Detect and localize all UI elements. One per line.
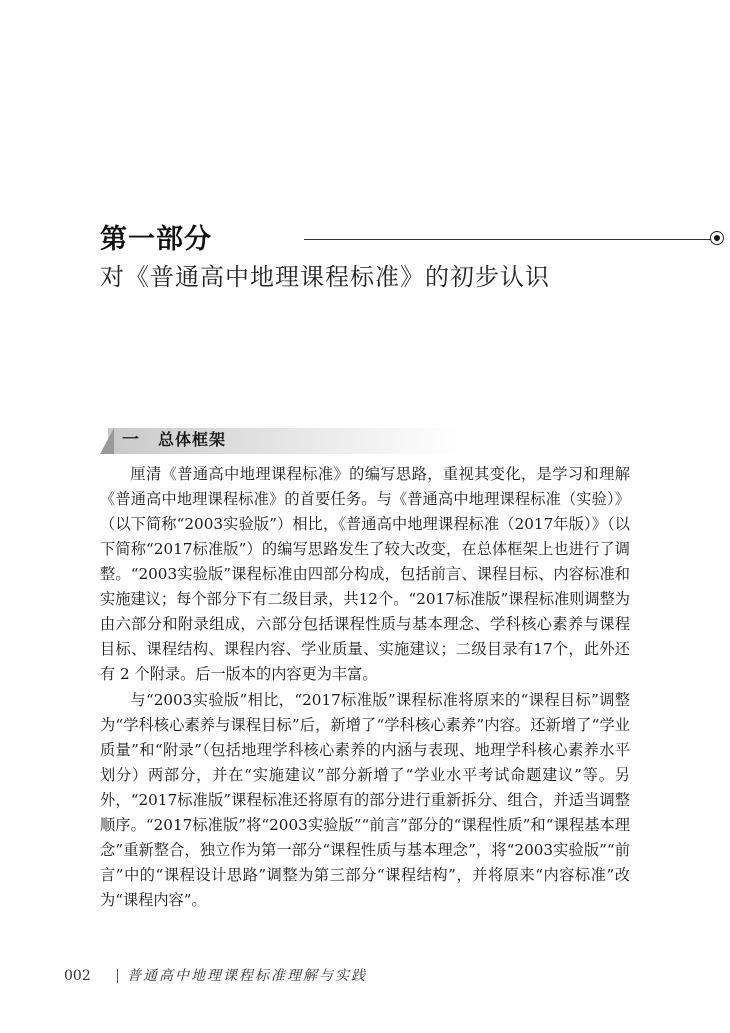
part-label: 第一部分 (100, 224, 212, 255)
paragraph: 与“2003实验版”相比，“2017标准版”课程标准将原来的“课程目标”调整为“学科核心素养与课程目标”后，新增了“学科核心素养”内容。还新增了“学业质量”和“附录”（包括地理学科核心素养的内涵与表现、地理学科核心素养水平划分）两部分，并在“实施建议”部分新增了“学业水平考试命题建议”等。另外，“2017标准版”课程标准还将原有的部分进行重新拆分、组合，并适当调整顺序。“2017标准版”将“2003实验版”“前言”部分的“课程性质”和“课程基本理念”重新整合，独立作为第一部分“课程性质与基本理念”，将“2003实验版”“前言”中的“课程设计思路”调整为第三部分“课程结构”，并将原来“内容标准”改为“课程内容”。 (100, 691, 630, 909)
section-number: 一 (122, 430, 139, 450)
section-heading (100, 426, 460, 456)
body-text (100, 462, 630, 914)
page-number: 002 (64, 968, 91, 984)
paragraph: 厘清《普通高中地理课程标准》的编写思路，重视其变化，是学习和理解《普通高中地理课程标准》的首要任务。与《普通高中地理课程标准（实验）》（以下简称“2003实验版”）相比，《普通高中地理课程标准（2017年版）》（以下简称“2017标准版”）的编写思路发生了较大改变，在总体框架上也进行了调整。“2003实验版”课程标准由四部分构成，包括前言、课程目标、内容标准和实施建议；每个部分下有二级目录，共12个。“2017标准版”课程标准则调整为由六部分和附录组成，六部分包括课程性质与基本理念、学科核心素养与课程目标、课程结构、课程内容、学业质量、实施建议；二级目录有17个，此外还有 2 个附录。后一版本的内容更为丰富。 (100, 465, 630, 683)
part-subtitle: 对《普通高中地理课程标准》的初步认识 (100, 263, 550, 291)
section-title: 总体框架 (158, 430, 227, 449)
book-title: 普通高中地理课程标准理解与实践 (127, 968, 367, 984)
heading-rule (304, 239, 712, 240)
section-heading-triangle (100, 428, 114, 454)
target-circle-icon (710, 231, 724, 245)
footer-separator (117, 969, 118, 983)
part-heading (100, 222, 630, 262)
